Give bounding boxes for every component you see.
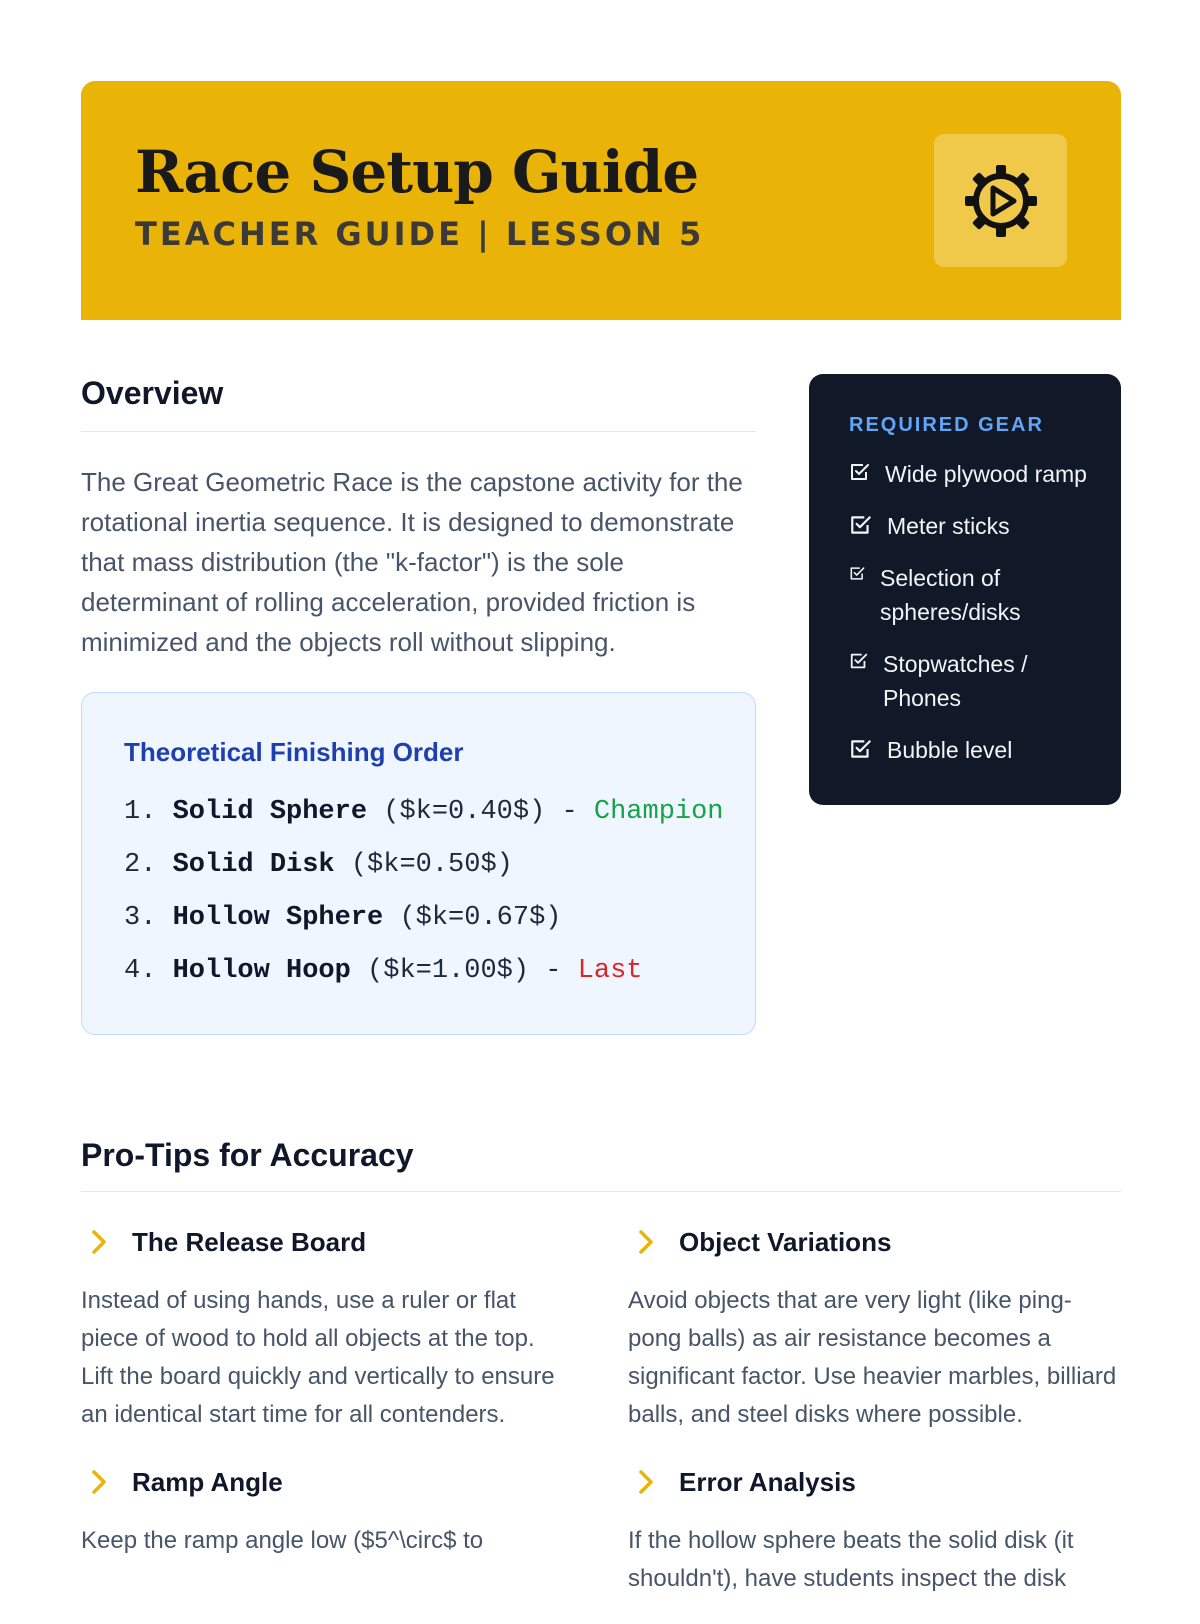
overview-heading: Overview bbox=[81, 375, 224, 411]
gear-item-label: Wide plywood ramp bbox=[885, 461, 1087, 487]
tips-left-column bbox=[81, 1220, 571, 1624]
order-k-value: ($k=1.00$) bbox=[367, 956, 530, 986]
order-item bbox=[124, 892, 715, 945]
order-separator: - bbox=[561, 797, 578, 827]
gear-item bbox=[849, 561, 1091, 629]
header-icon-box bbox=[934, 134, 1067, 267]
tip-body: Avoid objects that are very light (like ping-pong balls) as air resistance becomes a significant factor. Use heavier marbles, billiard balls, and steel disks where possible. bbox=[628, 1287, 1117, 1428]
order-separator: - bbox=[545, 956, 562, 986]
required-gear-label: REQUIRED GEAR bbox=[849, 414, 1044, 436]
gear-item bbox=[849, 733, 1091, 767]
tip-heading bbox=[628, 1220, 1118, 1264]
pro-tips-heading: Pro-Tips for Accuracy bbox=[81, 1137, 414, 1173]
tip-title: Object Variations bbox=[679, 1226, 892, 1257]
chevron-right-icon bbox=[638, 1229, 654, 1255]
checkbox-checked-icon bbox=[849, 651, 869, 671]
order-number: 1. bbox=[124, 797, 157, 827]
tip-body: Keep the ramp angle low ($5^\circ$ to bbox=[81, 1527, 484, 1554]
order-number: 2. bbox=[124, 850, 157, 880]
page-title: Race Setup Guide bbox=[135, 138, 699, 206]
pro-tips-divider bbox=[81, 1191, 1121, 1192]
order-item bbox=[124, 786, 724, 839]
tip-title: The Release Board bbox=[132, 1226, 367, 1257]
overview-divider bbox=[81, 431, 756, 432]
page bbox=[81, 81, 1121, 1592]
tip-body: If the hollow sphere beats the solid disk (it shouldn't), have students inspect the disk bbox=[628, 1527, 1074, 1592]
tips-columns bbox=[81, 1220, 1121, 1624]
tip-heading bbox=[81, 1220, 571, 1264]
order-item bbox=[124, 839, 715, 892]
pro-tips-section bbox=[81, 1139, 1121, 1624]
order-k-value: ($k=0.50$) bbox=[350, 850, 513, 880]
order-number: 3. bbox=[124, 903, 157, 933]
tip-body: Instead of using hands, use a ruler or flat piece of wood to hold all objects at the top. Lift the board quickly and vertically to ensure an identical start time for all contenders. bbox=[81, 1287, 555, 1428]
gear-item bbox=[849, 647, 1091, 715]
order-object-name: Solid Disk bbox=[172, 850, 335, 880]
order-object-name: Solid Sphere bbox=[172, 797, 368, 827]
tip-title: Ramp Angle bbox=[132, 1466, 283, 1497]
gear-item bbox=[849, 509, 1091, 543]
tips-right-column bbox=[628, 1220, 1118, 1624]
order-tag-last: Last bbox=[577, 956, 643, 986]
overview-text: The Great Geometric Race is the capstone activity for the rotational inertia sequence. It is designed to demonstrate that mass distribution (the "k-factor") is the sole determinant of rolling acceleration, provided friction is minimized and the objects roll without slipping. bbox=[81, 467, 743, 657]
checkbox-checked-icon bbox=[849, 461, 871, 483]
finishing-order-title: Theoretical Finishing Order bbox=[124, 737, 464, 767]
page-subtitle: TEACHER GUIDE | LESSON 5 bbox=[135, 215, 705, 253]
order-k-value: ($k=0.67$) bbox=[399, 903, 562, 933]
tip-heading bbox=[628, 1460, 1118, 1504]
order-k-value: ($k=0.40$) bbox=[383, 797, 546, 827]
order-item bbox=[124, 945, 715, 998]
overview-section bbox=[81, 377, 756, 1035]
gear-item-label: Meter sticks bbox=[887, 513, 1010, 539]
checkbox-checked-icon bbox=[849, 513, 873, 537]
order-object-name: Hollow Sphere bbox=[172, 903, 384, 933]
order-tag-champion: Champion bbox=[593, 797, 724, 827]
chevron-right-icon bbox=[91, 1229, 107, 1255]
checkbox-checked-icon bbox=[849, 565, 866, 582]
chevron-right-icon bbox=[638, 1469, 654, 1495]
tip-title: Error Analysis bbox=[679, 1466, 856, 1497]
gear-item-label: Stopwatches / Phones bbox=[883, 651, 1028, 711]
order-object-name: Hollow Hoop bbox=[172, 956, 351, 986]
finishing-order-box bbox=[81, 692, 756, 1035]
order-number: 4. bbox=[124, 956, 157, 986]
gear-item-label: Selection of spheres/disks bbox=[880, 565, 1021, 625]
gear-item-label: Bubble level bbox=[887, 737, 1013, 763]
required-gear-panel bbox=[809, 374, 1121, 805]
chevron-right-icon bbox=[91, 1469, 107, 1495]
gear-item bbox=[849, 457, 1091, 491]
header-banner bbox=[81, 81, 1121, 320]
tip-heading bbox=[81, 1460, 571, 1504]
checkbox-checked-icon bbox=[849, 737, 873, 761]
gear-play-icon bbox=[963, 163, 1039, 239]
